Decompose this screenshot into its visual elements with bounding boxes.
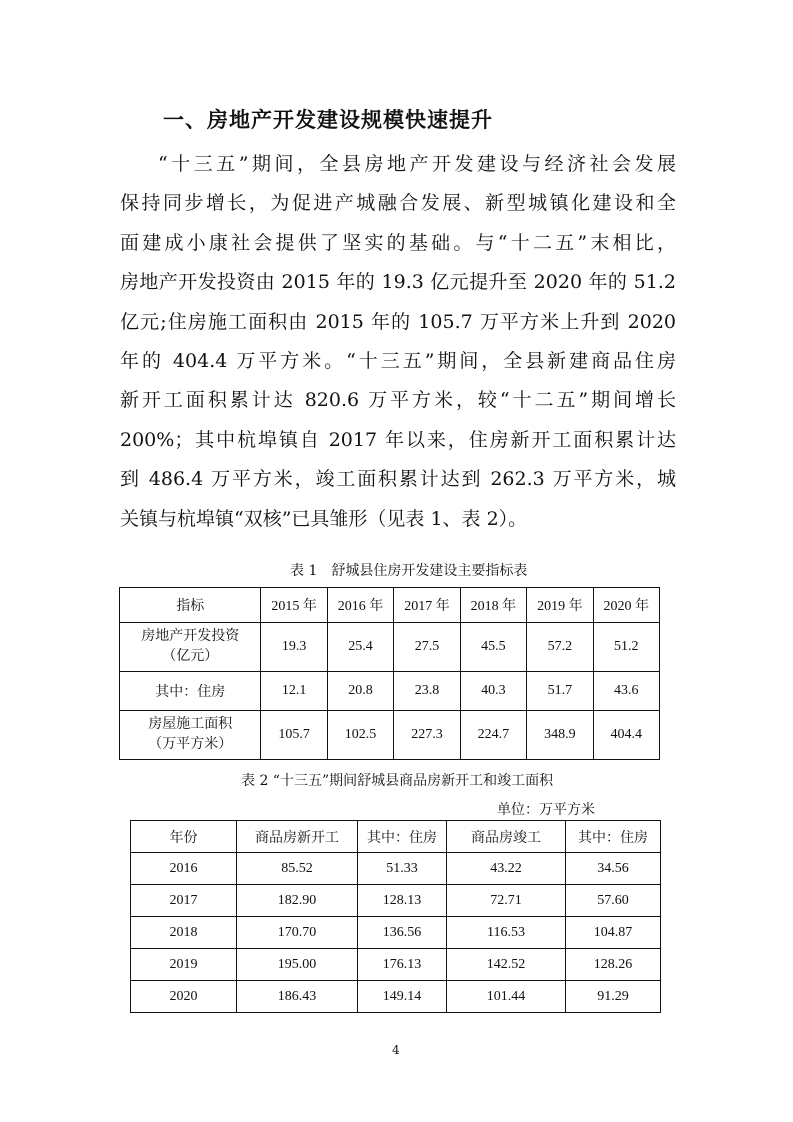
table-cell: 128.26 [566,949,661,981]
table-cell: 51.33 [358,853,447,885]
table1 [119,587,660,760]
table-row [131,981,661,1013]
table-header-cell: 2018 年 [460,588,526,623]
table-cell: 25.4 [327,623,393,672]
table-cell: 176.13 [358,949,447,981]
table2-caption: 表 2 “十三五”期间舒城县商品房新开工和竣工面积 [241,773,554,789]
table-header-cell: 其中：住房 [358,821,447,853]
table-cell: 149.14 [358,981,447,1013]
paragraph-line: 亿元;住房施工面积由 2015 年的 105.7 万平方米上升到 2020 [120,310,676,333]
table-cell: 170.70 [237,917,358,949]
table-cell: 51.7 [527,672,593,711]
table-cell: 43.22 [447,853,566,885]
table2-unit: 单位：万平方米 [497,802,595,818]
table-cell: 34.56 [566,853,661,885]
table-row [131,917,661,949]
table-cell: 40.3 [460,672,526,711]
table-cell: 186.43 [237,981,358,1013]
table-cell: 91.29 [566,981,661,1013]
table-cell: 128.13 [358,885,447,917]
page-number: 4 [392,1043,400,1057]
table-cell: 2019 [131,949,237,981]
table-cell: 43.6 [593,672,659,711]
table-header-cell: 2015 年 [261,588,327,623]
table-cell: 116.53 [447,917,566,949]
table-cell: 136.56 [358,917,447,949]
paragraph-line: 新开工面积累计达 820.6 万平方米，较“十二五”期间增长 [120,389,676,412]
table-header-cell: 其中：住房 [566,821,661,853]
table-header-cell: 2016 年 [327,588,393,623]
table-cell: 85.52 [237,853,358,885]
table-cell: 2018 [131,917,237,949]
table-cell: 57.2 [527,623,593,672]
paragraph-line: 房地产开发投资由 2015 年的 19.3 亿元提升至 2020 年的 51.2 [120,271,676,294]
table-cell: 45.5 [460,623,526,672]
table-cell: 20.8 [327,672,393,711]
table-cell: 57.60 [566,885,661,917]
table-cell: 182.90 [237,885,358,917]
paragraph-line: 到 486.4 万平方米，竣工面积累计达到 262.3 万平方米，城 [120,468,676,491]
table-cell: 51.2 [593,623,659,672]
table-cell: 2016 [131,853,237,885]
table-header-cell: 商品房新开工 [237,821,358,853]
row-label-line: （亿元） [162,649,219,664]
table-row [131,853,661,885]
table-cell: 2017 [131,885,237,917]
table-row [131,949,661,981]
table-row [120,672,660,711]
table-cell: 2020 [131,981,237,1013]
row-label-cell: 其中：住房 [120,672,261,711]
section-heading: 一、房地产开发建设规模快速提升 [163,108,493,132]
table-header-cell: 2020 年 [593,588,659,623]
table2 [130,820,661,1013]
table-cell: 102.5 [327,711,393,760]
paragraph-line: 保持同步增长，为促进产城融合发展、新型城镇化建设和全 [120,192,676,215]
table-cell: 195.00 [237,949,358,981]
table-cell: 105.7 [261,711,327,760]
paragraph-line: 关镇与杭埠镇“双核”已具雏形（见表 1、表 2）。 [120,507,528,530]
table-header-cell: 指标 [120,588,261,623]
table-cell: 142.52 [447,949,566,981]
table-cell: 227.3 [394,711,460,760]
table-row [120,711,660,760]
paragraph-line: 年的 404.4 万平方米。“十三五”期间，全县新建商品住房 [120,350,676,373]
table-header-cell: 年份 [131,821,237,853]
table-cell: 72.71 [447,885,566,917]
table-header-row [120,588,660,623]
paragraph-line: 200%；其中杭埠镇自 2017 年以来，住房新开工面积累计达 [120,428,676,451]
table-header-cell: 2019 年 [527,588,593,623]
table-cell: 23.8 [394,672,460,711]
table-cell: 19.3 [261,623,327,672]
row-label-cell [120,711,261,760]
table-cell: 348.9 [527,711,593,760]
table1-caption: 表 1 舒城县住房开发建设主要指标表 [290,563,528,579]
table-row [131,885,661,917]
table-cell: 224.7 [460,711,526,760]
paragraph-line: 面建成小康社会提供了坚实的基础。与“十二五”末相比， [120,231,676,254]
row-label-line: 房地产开发投资 [141,629,240,644]
row-label-line: 房屋施工面积 [148,717,233,732]
table-row [120,623,660,672]
body-paragraph [120,145,676,539]
table-cell: 101.44 [447,981,566,1013]
table-header-cell: 商品房竣工 [447,821,566,853]
table-cell: 404.4 [593,711,659,760]
table-cell: 12.1 [261,672,327,711]
table-header-cell: 2017 年 [394,588,460,623]
paragraph-line: “十三五”期间，全县房地产开发建设与经济社会发展 [158,153,676,175]
table-header-row [131,821,661,853]
row-label-line: （万平方米） [148,737,233,752]
table-cell: 104.87 [566,917,661,949]
row-label-cell [120,623,261,672]
table-cell: 27.5 [394,623,460,672]
